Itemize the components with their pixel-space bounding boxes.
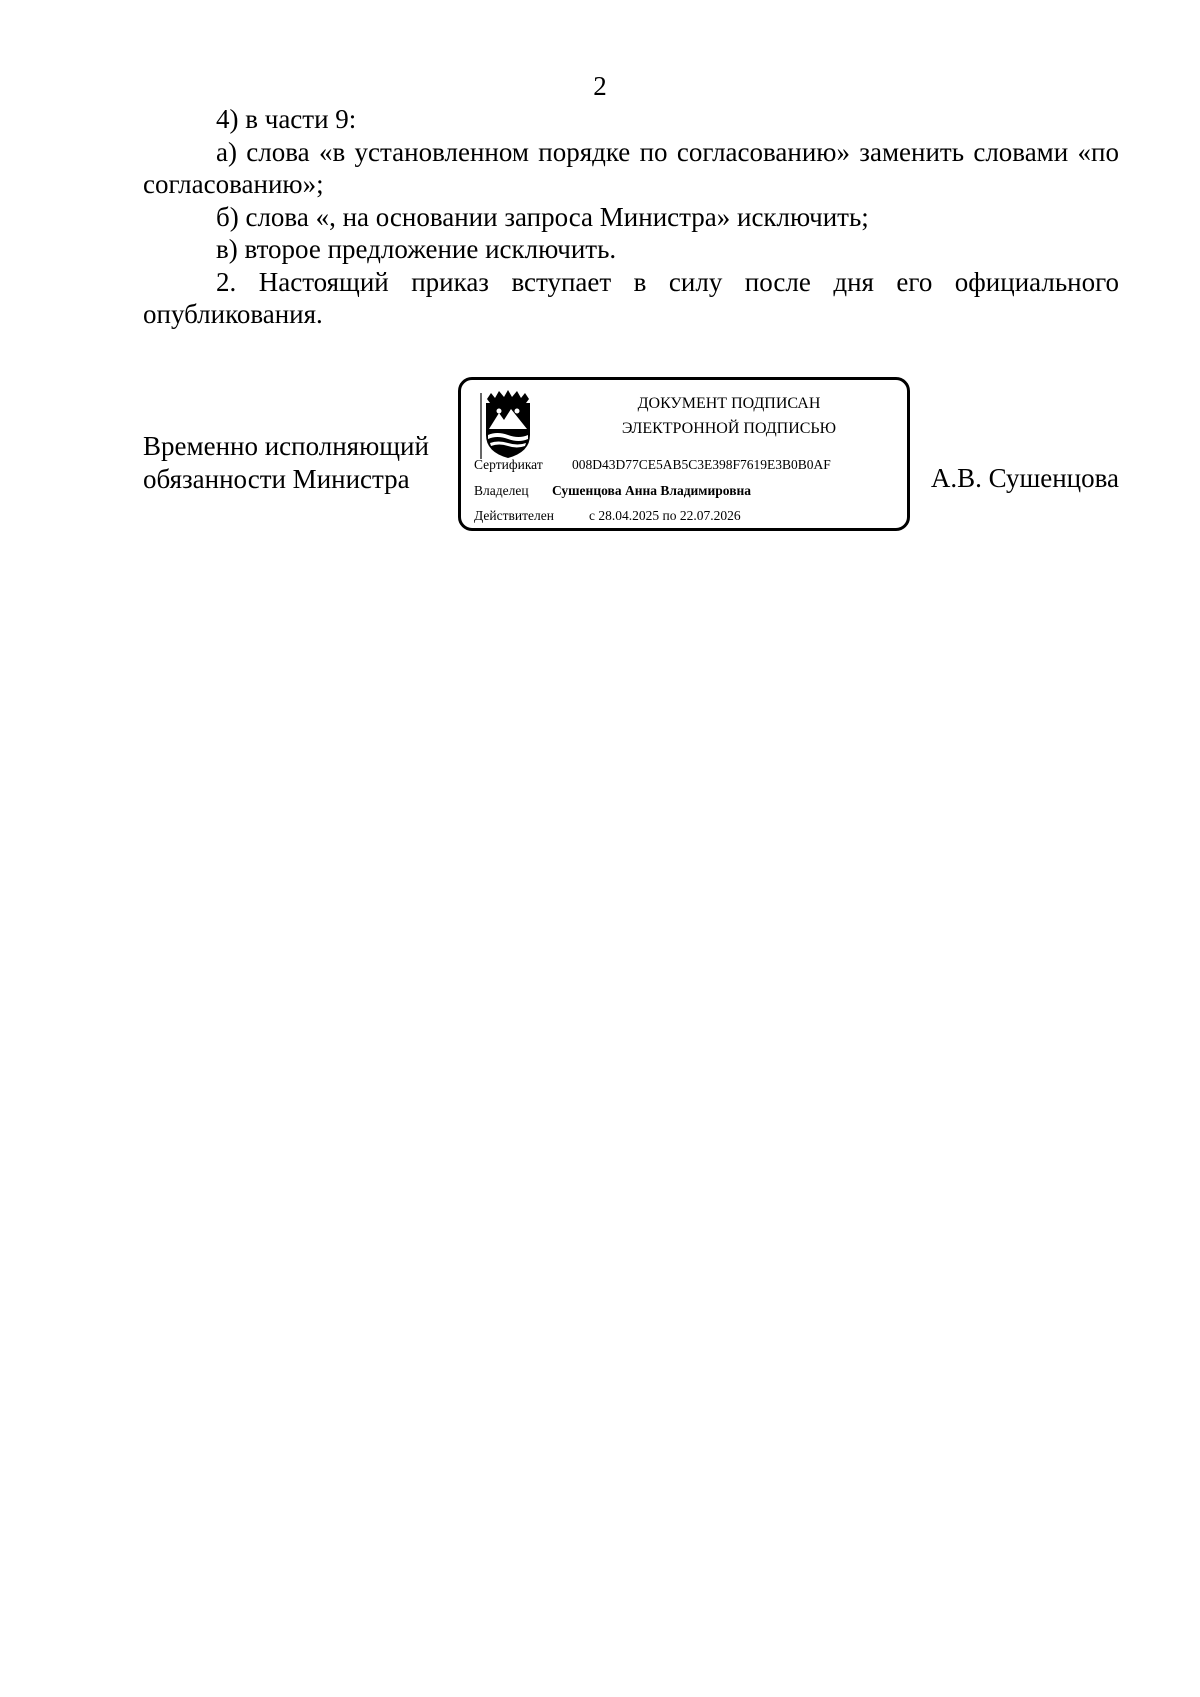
signer-title [143, 430, 429, 495]
validity-value: с 28.04.2025 по 22.07.2026 [589, 508, 741, 523]
validity-row [474, 508, 741, 524]
signer-title-line2: обязанности Министра [143, 463, 410, 494]
coat-of-arms-icon [477, 389, 539, 461]
paragraph-item-4: 4) в части 9: [216, 104, 357, 134]
validity-label: Действителен [474, 508, 554, 523]
paragraph-item-4a: а) слова «в установленном порядке по согласованию» заменить словами «по согласованию»; [143, 136, 1119, 199]
certificate-value: 008D43D77CE5AB5C3E398F7619E3B0B0AF [572, 457, 831, 472]
owner-label: Владелец [474, 483, 529, 498]
certificate-row [474, 457, 831, 473]
stamp-header-line2: ЭЛЕКТРОННОЙ ПОДПИСЬЮ [621, 420, 837, 437]
signer-title-line1: Временно исполняющий [143, 431, 429, 461]
owner-row [474, 483, 752, 499]
document-body [143, 103, 1119, 331]
stamp-header-line1: ДОКУМЕНТ ПОДПИСАН [637, 395, 821, 412]
owner-value: Сушенцова Анна Владимировна [552, 483, 752, 498]
stamp-header [579, 391, 879, 441]
certificate-label: Сертификат [474, 457, 543, 472]
signer-name: А.В. Сушенцова [930, 463, 1119, 493]
electronic-signature-stamp [458, 377, 910, 531]
paragraph-item-4b: б) слова «, на основании запроса Министра» исключить; [216, 201, 869, 232]
paragraph-item-4c: в) второе предложение исключить. [216, 234, 617, 264]
page-number: 2 [593, 71, 607, 101]
paragraph-clause-2: 2. Настоящий приказ вступает в силу после дня его официального опубликования. [143, 266, 1119, 329]
